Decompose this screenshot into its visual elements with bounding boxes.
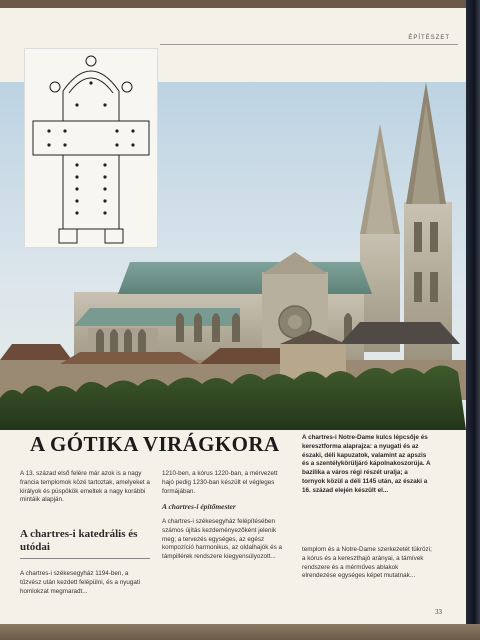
italic-subhead: A chartres-i építőmester <box>162 502 236 511</box>
col3-body-text: templom és a Notre-Dame szerkezetét tükrözi; a kórus és a kereszthajó arányai, a támívek rendszere és a mérműves ablakok elrendezése egységes képet mutatnak... <box>302 546 432 580</box>
caption-bold-text: A chartres-i Notre-Dame kulcs lépcsője és keresztforma alaprajza: a nyugati és az északi, déli kapuzatok, valamint az apszis és a szentélykörüljáró kápolnakoszorúja. A bazilika a város régi részét uralja; a tornyok közül a déli 1145 után, az északi a 16. század elején készült el... <box>302 434 431 494</box>
book-spine <box>466 0 480 640</box>
col1-body-text: A chartres-i székesegyház 1194-ben, a tűzvész után kezdett felépülni, és a nyugati homlokzat megmaradt... <box>20 570 141 595</box>
col2-intro-text: 1210-ben, a kórus 1220-ban, a mérvezett hajó pedig 1230-ban készült el végleges formájában. <box>162 470 278 495</box>
article-title: A GÓTIKA VIRÁGKORA <box>30 432 280 456</box>
section-subhead: A chartres-i katedrális és utódai <box>20 528 138 553</box>
header-rule <box>160 44 458 45</box>
book-page <box>0 8 466 636</box>
plan-apse <box>63 71 119 91</box>
plan-nave <box>63 155 119 229</box>
floor-plan <box>24 48 158 248</box>
floor-plan-drawing <box>25 49 157 247</box>
subhead-rule <box>20 558 150 559</box>
page-edge <box>0 624 480 640</box>
page-number: 33 <box>435 608 442 616</box>
plan-transept <box>33 121 149 155</box>
col1-intro-text: A 13. század első felére már azok is a nagy francia templomok közé tartoztak, amelyeket a királyok és püspökök emeltek a nagy korábbi mintáik alapján. <box>20 470 150 504</box>
section-label: ÉPÍTÉSZET <box>408 35 450 41</box>
col2-body-text: A chartres-i székesegyház felépítésében számos újítás kezdeményezőként jelenik meg; a tervezés egységes, az egész kompozíció harmonikus, az oldalhajók és a támpillérek rendszere kiegyensúlyozott... <box>162 518 283 561</box>
plan-piers <box>47 81 134 214</box>
